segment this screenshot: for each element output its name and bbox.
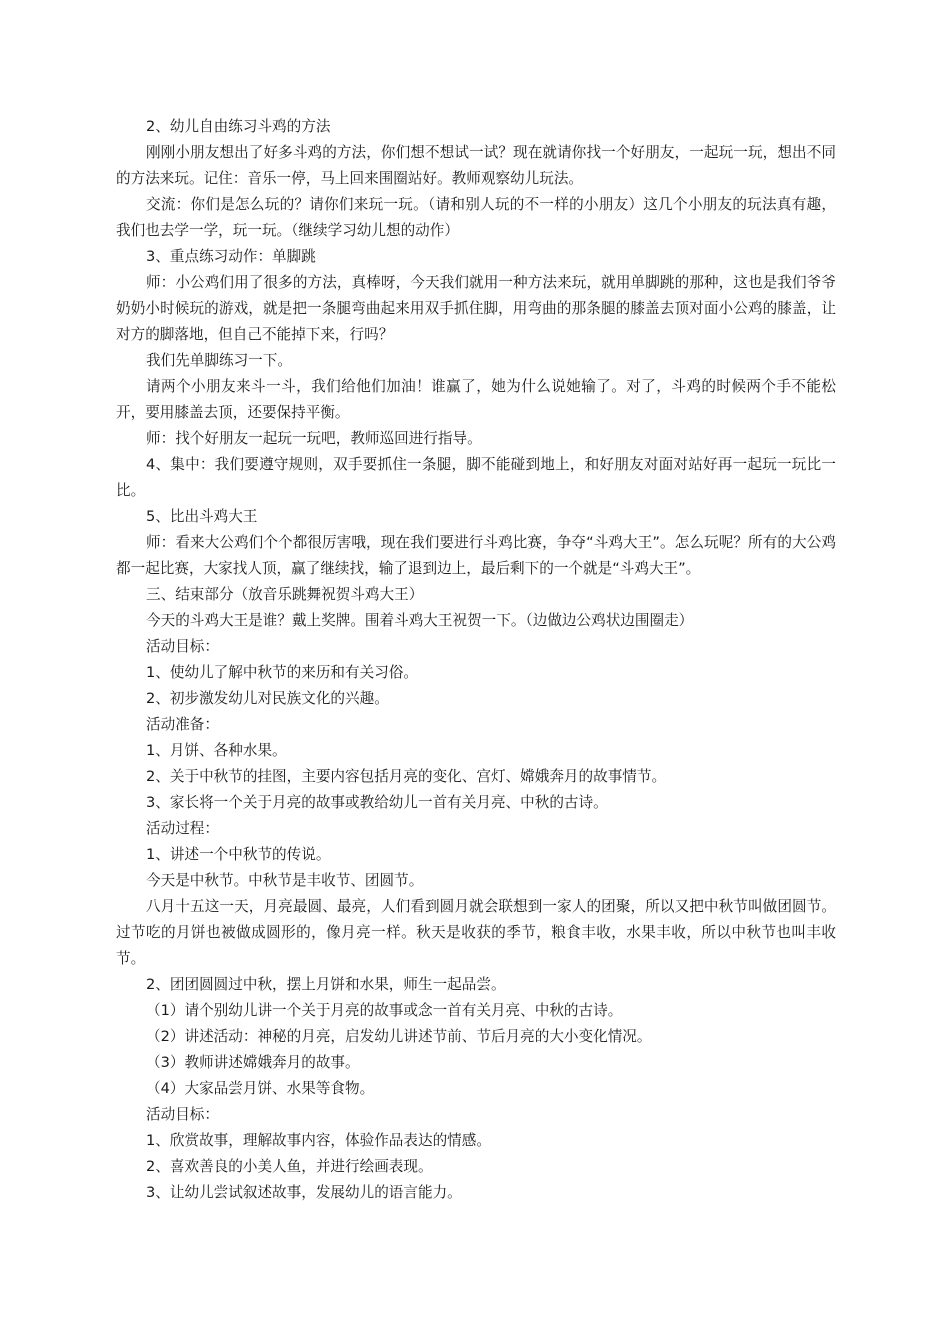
heading-king-contest: 5、比出斗鸡大王 — [146, 508, 258, 525]
heading-activity-preparation: 活动准备： — [146, 716, 219, 733]
heading-activity-goals: 活动目标： — [146, 1106, 219, 1123]
paragraph: 八月十五这一天，月亮最圆、最亮，人们看到圆月就会联想到一家人的团聚，所以又把中秋节叫做团圆节。过节吃的月饼也被做成圆形的，像月亮一样。秋天是收获的季节，粮食丰收，水果丰收，所以中秋节也叫丰收节。 — [116, 898, 836, 967]
paragraph: 刚刚小朋友想出了好多斗鸡的方法，你们想不想试一试？现在就请你找一个好朋友，一起玩一玩，想出不同的方法来玩。记住：音乐一停，马上回来围圈站好。教师观察幼儿玩法。 — [116, 144, 836, 187]
list-item: 2、团团圆圆过中秋，摆上月饼和水果，师生一起品尝。 — [146, 976, 506, 993]
list-item: 3、家长将一个关于月亮的故事或教给幼儿一首有关月亮、中秋的古诗。 — [146, 794, 608, 811]
list-item: 1、讲述一个中秋节的传说。 — [146, 846, 331, 863]
document-body — [116, 114, 836, 1206]
list-item: 1、使幼儿了解中秋节的来历和有关习俗。 — [146, 664, 418, 681]
list-item: 3、让幼儿尝试叙述故事，发展幼儿的语言能力。 — [146, 1184, 462, 1201]
list-item: 2、初步激发幼儿对民族文化的兴趣。 — [146, 690, 389, 707]
list-item: 2、喜欢善良的小美人鱼，并进行绘画表现。 — [146, 1158, 433, 1175]
paragraph: 师：看来大公鸡们个个都很厉害哦，现在我们要进行斗鸡比赛，争夺“斗鸡大王”。怎么玩呢？所有的大公鸡都一起比赛，大家找人顶，赢了继续找，输了退到边上，最后剩下的一个就是“斗鸡大王”。 — [116, 534, 836, 577]
paragraph: 师：找个好朋友一起玩一玩吧，教师巡回进行指导。 — [146, 430, 482, 447]
list-item: 1、欣赏故事，理解故事内容，体验作品表达的情感。 — [146, 1132, 491, 1149]
paragraph: 今天是中秋节。中秋节是丰收节、团圆节。 — [146, 872, 424, 889]
sub-list-item: （3）教师讲述嫦娥奔月的故事。 — [146, 1054, 360, 1071]
paragraph: 请两个小朋友来斗一斗，我们给他们加油！谁赢了，她为什么说她输了。对了，斗鸡的时候两个手不能松开，要用膝盖去顶，还要保持平衡。 — [116, 378, 836, 421]
paragraph: 师：小公鸡们用了很多的方法，真棒呀，今天我们就用一种方法来玩，就用单脚跳的那种，这也是我们爷爷奶奶小时候玩的游戏，就是把一条腿弯曲起来用双手抓住脚，用弯曲的那条腿的膝盖去顶对面小公鸡的膝盖，让对方的脚落地，但自己不能掉下来，行吗？ — [116, 274, 836, 343]
heading-activity-goals: 活动目标： — [146, 638, 219, 655]
heading-key-practice: 3、重点练习动作：单脚跳 — [146, 248, 316, 265]
sub-list-item: （4）大家品尝月饼、水果等食物。 — [146, 1080, 375, 1097]
paragraph: 4、集中：我们要遵守规则，双手要抓住一条腿，脚不能碰到地上，和好朋友对面对站好再一起玩一玩比一比。 — [116, 456, 836, 499]
heading-ending: 三、结束部分（放音乐跳舞祝贺斗鸡大王） — [146, 586, 424, 603]
paragraph: 我们先单脚练习一下。 — [146, 352, 292, 369]
heading-free-practice: 2、幼儿自由练习斗鸡的方法 — [146, 118, 331, 135]
paragraph: 今天的斗鸡大王是谁？戴上奖牌。围着斗鸡大王祝贺一下。（边做边公鸡状边围圈走） — [146, 612, 694, 629]
sub-list-item: （1）请个别幼儿讲一个关于月亮的故事或念一首有关月亮、中秋的古诗。 — [146, 1002, 623, 1019]
paragraph: 交流：你们是怎么玩的？请你们来玩一玩。（请和别人玩的不一样的小朋友）这几个小朋友的玩法真有趣，我们也去学一学，玩一玩。（继续学习幼儿想的动作） — [116, 196, 836, 239]
list-item: 2、关于中秋节的挂图，主要内容包括月亮的变化、宫灯、嫦娥奔月的故事情节。 — [146, 768, 667, 785]
list-item: 1、月饼、各种水果。 — [146, 742, 287, 759]
sub-list-item: （2）讲述活动：神秘的月亮，启发幼儿讲述节前、节后月亮的大小变化情况。 — [146, 1028, 652, 1045]
heading-activity-process: 活动过程： — [146, 820, 219, 837]
